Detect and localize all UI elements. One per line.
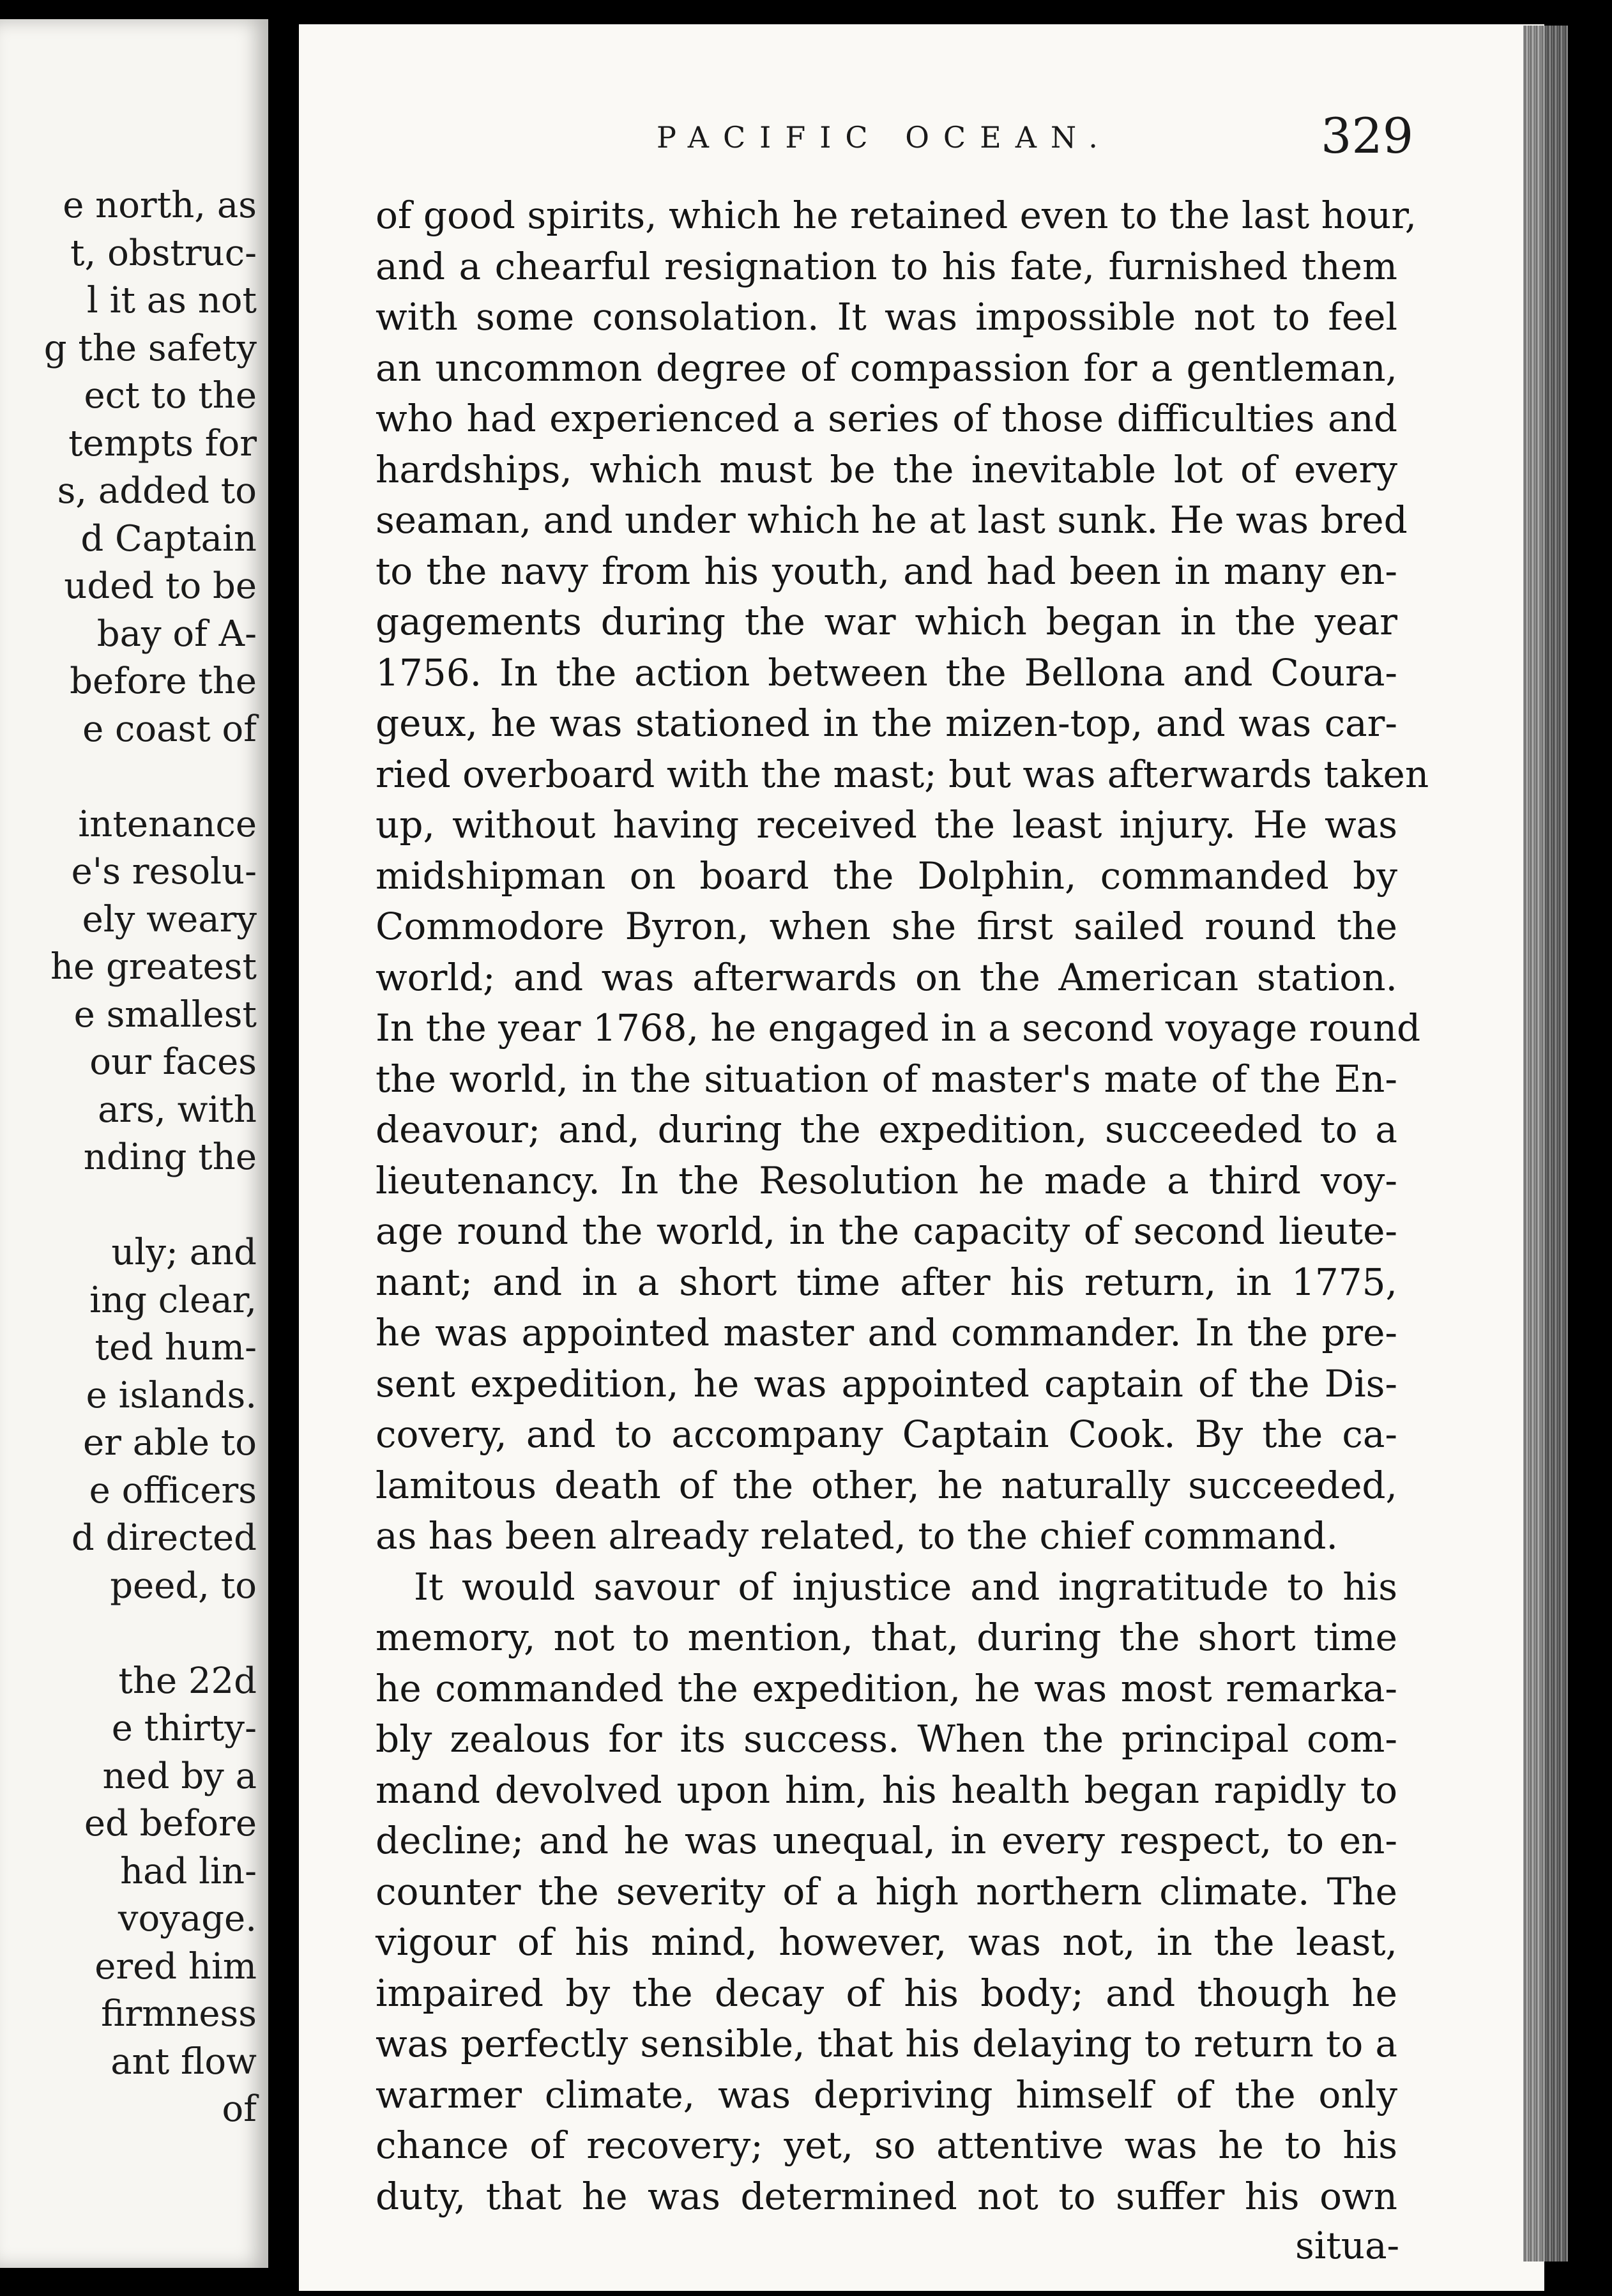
page-number: 329 [1321,107,1414,164]
left-page-line: before the [70,661,257,702]
left-page-line: ned by a [102,1755,257,1797]
body-line: up, without having received the least injury. He was [376,803,1397,846]
body-line: In the year 1768, he engaged in a second voyage round [376,1006,1421,1050]
left-page-line: e north, as [63,185,257,226]
body-line: vigour of his mind, however, was not, in the least, [376,1920,1397,1964]
left-page-line: our faces [89,1041,257,1083]
left-page-line: firmness [101,1993,257,2035]
left-page-line: nding the [83,1137,257,1178]
right-page [299,24,1544,2291]
left-page-line: e smallest [73,993,257,1036]
body-line: deavour; and, during the expedition, succeeded to a [376,1108,1397,1151]
left-page-line: ing clear, [89,1279,257,1321]
left-page-line: bay of A- [96,613,257,655]
body-line: covery, and to accompany Captain Cook. By the ca- [376,1412,1397,1456]
body-line: ried overboard with the mast; but was afterwards taken [376,752,1429,796]
left-page-line: d Captain [80,517,257,560]
body-line: he commanded the expedition, he was most remarka- [376,1666,1397,1710]
body-line: Commodore Byron, when she first sailed round the [376,905,1397,948]
body-line: warmer climate, was depriving himself of the only [376,2072,1397,2116]
left-page-line: he greatest [50,946,257,988]
body-line: the world, in the situation of master's mate of the En- [376,1057,1397,1101]
body-line: with some consolation. It was impossible not to feel [376,295,1397,339]
body-line: world; and was afterwards on the American station. [376,955,1397,999]
body-line: was perfectly sensible, that his delaying to return to a [376,2022,1397,2065]
body-line: nant; and in a short time after his return, in 1775, [376,1260,1397,1304]
body-line: bly zealous for its success. When the principal com- [376,1717,1397,1761]
left-page-line: tempts for [68,422,257,464]
left-page-line: e's resolu- [71,851,257,892]
body-line: of good spirits, which he retained even to the last hour, [376,194,1417,237]
left-page-line: t, obstruc- [70,232,257,274]
left-page-line: e thirty- [111,1708,257,1749]
left-page-line: d directed [71,1517,257,1559]
body-line: seaman, and under which he at last sunk. He was bred [376,498,1408,542]
body-line: counter the severity of a high northern climate. The [376,1869,1397,1913]
left-page-line: ed before [84,1803,257,1844]
body-line: hardships, which must be the inevitable lot of every [376,447,1397,491]
left-page-line: ered him [95,1945,257,1987]
left-page-line: uly; and [111,1232,257,1273]
body-line: impaired by the decay of his body; and though he [376,1971,1397,2015]
left-page-line: e officers [89,1469,257,1512]
body-line: to the navy from his youth, and had been in many en- [376,549,1397,593]
running-head: PACIFIC OCEAN. [657,120,1112,155]
left-page-line: uded to be [64,565,257,607]
left-page-line: peed, to [110,1565,257,1607]
body-line: who had experienced a series of those difficulties and [376,397,1397,440]
body-line: It would savour of injustice and ingratitude to his [414,1565,1397,1609]
body-line: sent expedition, he was appointed captain of the Dis- [376,1361,1397,1405]
body-line: mand devolved upon him, his health began rapidly to [376,1768,1397,1812]
left-page-line: the 22d [118,1660,257,1702]
page-edge [1523,26,1568,2262]
left-facing-page [0,19,268,2268]
body-line: lieutenancy. In the Resolution he made a third voy- [376,1158,1397,1202]
left-page-line: ant flow [110,2040,257,2083]
left-page-line: g the safety [43,327,257,369]
body-line: memory, not to mention, that, during the short time [376,1616,1397,1659]
body-line: an uncommon degree of compassion for a gentleman, [376,346,1397,390]
body-line: as has been already related, to the chief command. [376,1514,1338,1557]
left-page-line: had lin- [120,1850,257,1892]
body-line: 1756. In the action between the Bellona and Coura- [376,650,1397,694]
left-page-line: er able to [82,1422,257,1464]
body-line: geux, he was stationed in the mizen-top, and was car- [376,701,1397,745]
catchword: situa- [1295,2224,1400,2267]
left-page-line: e coast of [82,708,257,750]
body-line: chance of recovery; yet, so attentive was he to his [376,2124,1397,2167]
left-page-line: ars, with [98,1089,257,1131]
left-page-line: voyage. [118,1898,257,1940]
body-line: age round the world, in the capacity of second lieute- [376,1209,1397,1253]
left-page-line: l it as not [86,280,257,321]
left-page-line: intenance [78,803,257,845]
body-line: he was appointed master and commander. In the pre- [376,1311,1397,1354]
left-page-line: ect to the [84,375,257,417]
left-page-line: of [222,2088,257,2130]
body-line: duty, that he was determined not to suffer his own [376,2174,1397,2218]
left-page-line: ted hum- [95,1327,257,1368]
body-line: lamitous death of the other, he naturally succeeded, [376,1463,1397,1507]
left-page-line: s, added to [57,470,257,512]
body-line: and a chearful resignation to his fate, furnished them [376,244,1397,288]
left-page-line: e islands. [86,1374,257,1416]
body-line: midshipman on board the Dolphin, commanded by [376,853,1397,898]
body-line: gagements during the war which began in the year [376,600,1397,643]
body-line: decline; and he was unequal, in every respect, to en- [376,1819,1397,1862]
left-page-line: ely weary [82,898,257,940]
